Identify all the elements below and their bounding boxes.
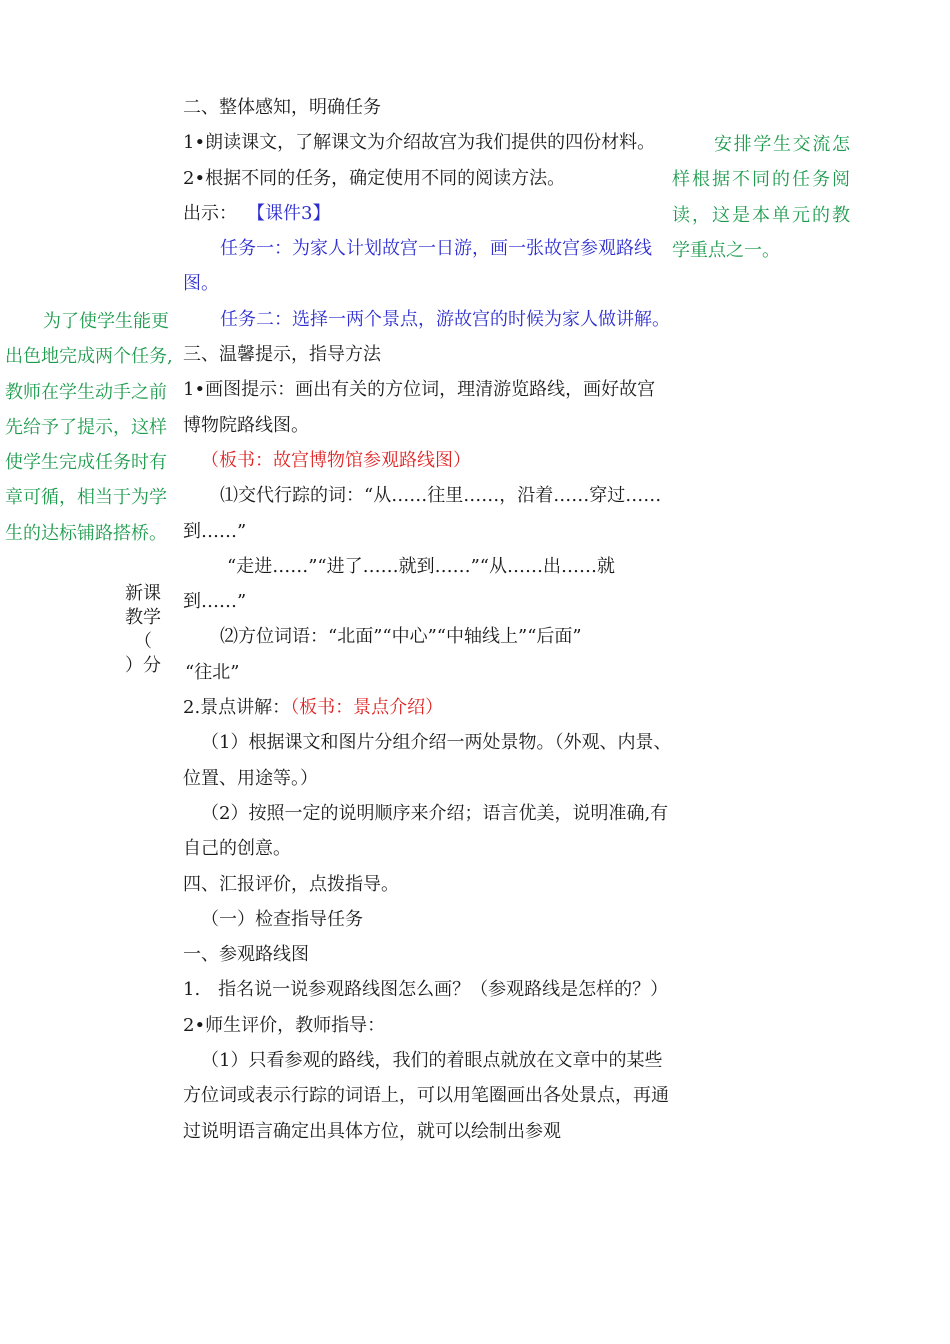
paragraph: 2•根据不同的任务，确定使用不同的阅读方法。 (183, 167, 566, 189)
paragraph: 1•朗读课文，了解课文为介绍故宫为我们提供的四份材料。 (183, 132, 656, 154)
section-heading: 二、整体感知，明确任务 (183, 97, 381, 118)
paragraph: 1•画图提示：画出有关的方位词，理清游览路线，画好故宫博物院路线图。 (183, 379, 656, 436)
side-note-right (672, 127, 850, 268)
direction-words-north: “往北” (185, 661, 240, 683)
task-two: 任务二：选择一两个景点，游故宫的时候为家人做讲解。 (220, 308, 670, 330)
sub-heading: 一、参观路线图 (183, 944, 309, 966)
section-label-line: 教学 (125, 607, 161, 628)
lesson-content (183, 90, 673, 1149)
paragraph: （1）根据课文和图片分组介绍一两处景物。（外观、内景、位置、用途等。） (183, 732, 672, 789)
paragraph: （1）只看参观的路线，我们的着眼点就放在文章中的某些方位词或表示行踪的词语上，可以用笔圈画出各处景点，再通过说明语言确定出具体方位，就可以绘制出参观 (183, 1050, 669, 1142)
board-note: （板书：景点介绍） (290, 697, 444, 719)
section-label-line: 新课 (125, 583, 161, 604)
trace-words-continued: “走进……”“进了……就到……”“从……出……就到……” (183, 555, 616, 613)
section-heading: 四、汇报评价，点拨指导。 (183, 873, 399, 895)
task-one: 任务一：为家人计划故宫一日游，画一张故宫参观路线图。 (183, 238, 652, 295)
sub-heading: （一）检查指导任务 (201, 908, 363, 930)
show-prefix: 出示： (183, 202, 237, 224)
trace-words: ⑴交代行踪的词：“从……往里……，沿着……穿过……到……” (183, 485, 662, 542)
side-note-right-text: 安排学生交流怎样根据不同的任务阅读，这是本单元的教学重点之一。 (672, 134, 850, 261)
paragraph: （2）按照一定的说明顺序来介绍；语言优美，说明准确,有自己的创意。 (183, 802, 669, 860)
spot-line (183, 690, 673, 725)
direction-words: ⑵方位词语：“北面”“中心”“中轴线上”“后面” (220, 626, 582, 648)
side-note-left-text: 为了使学生能更出色地完成两个任务,教师在学生动手之前先给予了提示，这样使学生完成任务时有章可循，相当于为学生的达标铺路搭桥。 (5, 311, 173, 544)
paragraph: 1. 指名说一说参观路线图怎么画？（参观路线是怎样的？） (183, 979, 669, 1001)
section-label-line: ）分 (125, 655, 161, 676)
show-line (183, 196, 673, 231)
section-heading: 三、温馨提示，指导方法 (183, 344, 381, 366)
section-label-line: （ (134, 631, 152, 652)
section-label (110, 582, 176, 678)
side-note-left (5, 304, 181, 551)
board-note: （板书：故宫博物馆参观路线图） (201, 449, 471, 471)
paragraph: 2•师生评价，教师指导： (183, 1014, 386, 1036)
direction-words-continued (183, 655, 673, 690)
courseware-label: 【课件3】 (247, 202, 331, 224)
spot-prefix: 2.景点讲解： (183, 697, 291, 719)
